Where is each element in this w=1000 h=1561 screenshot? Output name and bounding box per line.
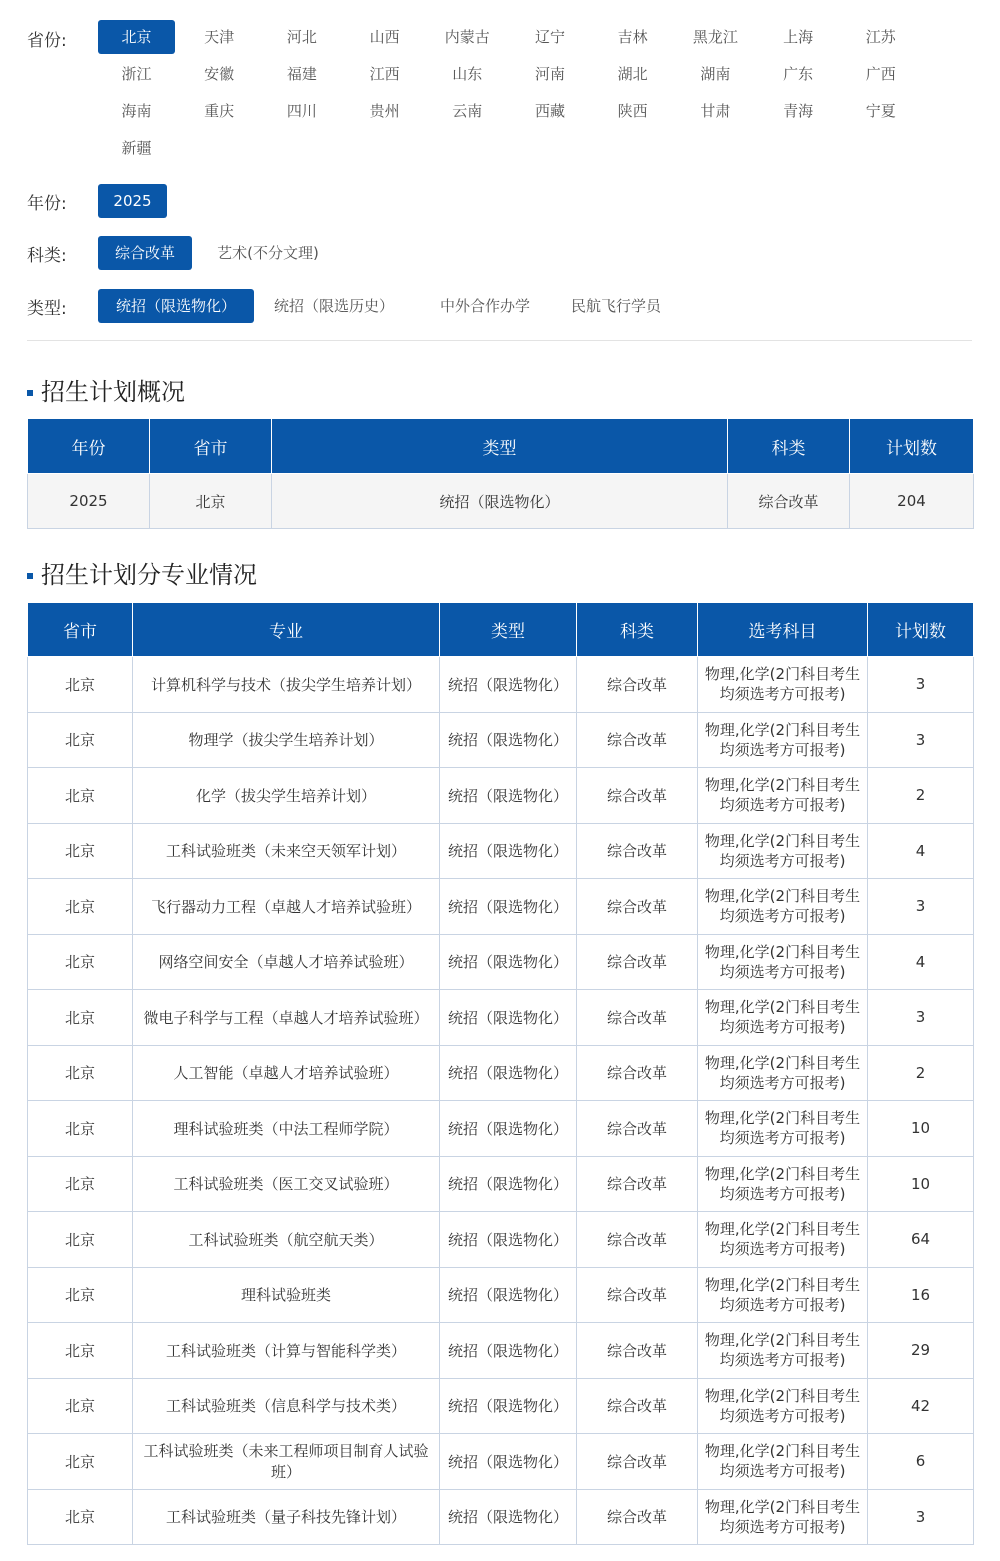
province-option[interactable]: 新疆	[121, 139, 152, 157]
table-row	[28, 1101, 974, 1157]
province-option[interactable]: 吉林	[617, 28, 648, 46]
year-option[interactable]: 2025	[98, 184, 167, 218]
overview-section-title	[27, 372, 185, 407]
majors-cell: 4	[868, 934, 974, 990]
table-row	[28, 1156, 974, 1212]
majors-cell: 物理,化学(2门科目考生均须选考方可报考)	[698, 657, 868, 713]
overview-cell: 综合改革	[728, 474, 850, 529]
overview-header-cell: 科类	[728, 419, 850, 474]
majors-section-title	[27, 555, 257, 590]
table-row	[28, 1489, 974, 1545]
majors-cell: 64	[868, 1212, 974, 1268]
table-row	[28, 474, 974, 529]
majors-cell: 北京	[28, 823, 133, 879]
province-option[interactable]: 福建	[286, 65, 317, 83]
majors-cell: 统招（限选物化）	[440, 1156, 577, 1212]
majors-title-text: 招生计划分专业情况	[41, 561, 257, 589]
section-marker-icon	[27, 573, 33, 579]
table-row	[28, 990, 974, 1046]
majors-cell: 北京	[28, 1434, 133, 1490]
majors-header-cell: 计划数	[868, 603, 974, 657]
majors-cell: 综合改革	[577, 768, 698, 824]
majors-cell: 3	[868, 712, 974, 768]
table-row	[28, 879, 974, 935]
majors-cell: 物理,化学(2门科目考生均须选考方可报考)	[698, 934, 868, 990]
majors-cell: 综合改革	[577, 990, 698, 1046]
province-option[interactable]: 广东	[783, 65, 814, 83]
majors-cell: 北京	[28, 1489, 133, 1545]
majors-cell: 10	[868, 1156, 974, 1212]
majors-cell: 综合改革	[577, 1323, 698, 1379]
overview-cell: 2025	[28, 474, 150, 529]
majors-cell: 统招（限选物化）	[440, 823, 577, 879]
majors-cell: 统招（限选物化）	[440, 1434, 577, 1490]
table-row	[28, 712, 974, 768]
majors-cell: 飞行器动力工程（卓越人才培养试验班）	[133, 879, 440, 935]
majors-cell: 综合改革	[577, 934, 698, 990]
majors-cell: 综合改革	[577, 1489, 698, 1545]
type-option[interactable]: 统招（限选物化）	[98, 289, 254, 323]
majors-cell: 北京	[28, 1045, 133, 1101]
province-option[interactable]: 河北	[286, 28, 317, 46]
type-option[interactable]: 统招（限选历史）	[273, 297, 394, 315]
majors-cell: 6	[868, 1434, 974, 1490]
majors-cell: 物理,化学(2门科目考生均须选考方可报考)	[698, 1101, 868, 1157]
majors-cell: 综合改革	[577, 712, 698, 768]
majors-cell: 4	[868, 823, 974, 879]
province-option[interactable]: 安徽	[204, 65, 235, 83]
province-option[interactable]: 贵州	[369, 102, 400, 120]
majors-cell: 北京	[28, 657, 133, 713]
province-filter	[0, 20, 1000, 170]
province-option[interactable]: 湖南	[700, 65, 731, 83]
divider	[27, 340, 972, 341]
majors-cell: 3	[868, 657, 974, 713]
table-row	[28, 1378, 974, 1434]
majors-cell: 综合改革	[577, 1045, 698, 1101]
majors-cell: 统招（限选物化）	[440, 768, 577, 824]
province-option[interactable]: 山西	[369, 28, 400, 46]
majors-cell: 统招（限选物化）	[440, 1378, 577, 1434]
majors-cell: 工科试验班类（计算与智能科学类）	[133, 1323, 440, 1379]
majors-cell: 综合改革	[577, 823, 698, 879]
majors-cell: 理科试验班类	[133, 1267, 440, 1323]
majors-cell: 物理,化学(2门科目考生均须选考方可报考)	[698, 879, 868, 935]
table-row	[28, 1045, 974, 1101]
province-option[interactable]: 天津	[204, 28, 235, 46]
majors-cell: 北京	[28, 1267, 133, 1323]
province-option[interactable]: 甘肃	[700, 102, 731, 120]
majors-cell: 物理,化学(2门科目考生均须选考方可报考)	[698, 1489, 868, 1545]
majors-cell: 综合改革	[577, 1378, 698, 1434]
majors-cell: 工科试验班类（未来空天领军计划）	[133, 823, 440, 879]
majors-cell: 物理,化学(2门科目考生均须选考方可报考)	[698, 1323, 868, 1379]
majors-cell: 统招（限选物化）	[440, 879, 577, 935]
province-option[interactable]: 宁夏	[865, 102, 896, 120]
table-row	[28, 1267, 974, 1323]
majors-cell: 10	[868, 1101, 974, 1157]
majors-cell: 工科试验班类（未来工程师项目制育人试验班）	[133, 1434, 440, 1490]
majors-cell: 化学（拔尖学生培养计划）	[133, 768, 440, 824]
majors-cell: 统招（限选物化）	[440, 1267, 577, 1323]
majors-cell: 3	[868, 879, 974, 935]
province-option[interactable]: 内蒙古	[444, 28, 490, 46]
table-row	[28, 1434, 974, 1490]
majors-cell: 统招（限选物化）	[440, 1323, 577, 1379]
overview-title-text: 招生计划概况	[41, 378, 185, 406]
majors-cell: 北京	[28, 712, 133, 768]
province-filter-label: 省份:	[27, 31, 67, 51]
overview-cell: 204	[850, 474, 974, 529]
type-filter-label: 类型:	[27, 299, 67, 319]
province-option[interactable]: 陕西	[617, 102, 648, 120]
overview-table	[27, 418, 974, 529]
majors-cell: 物理,化学(2门科目考生均须选考方可报考)	[698, 1212, 868, 1268]
province-option[interactable]: 上海	[783, 28, 814, 46]
subject-filter	[0, 236, 1000, 270]
majors-cell: 北京	[28, 879, 133, 935]
majors-table	[27, 602, 974, 1545]
majors-cell: 北京	[28, 1323, 133, 1379]
overview-header-cell: 省市	[150, 419, 272, 474]
majors-cell: 物理,化学(2门科目考生均须选考方可报考)	[698, 1378, 868, 1434]
majors-cell: 工科试验班类（量子科技先锋计划）	[133, 1489, 440, 1545]
majors-cell: 北京	[28, 990, 133, 1046]
table-row	[28, 934, 974, 990]
table-row	[28, 1212, 974, 1268]
province-option[interactable]: 黑龙江	[692, 28, 738, 46]
overview-cell: 北京	[150, 474, 272, 529]
majors-cell: 16	[868, 1267, 974, 1323]
province-option[interactable]: 浙江	[121, 65, 152, 83]
majors-cell: 物理,化学(2门科目考生均须选考方可报考)	[698, 768, 868, 824]
majors-cell: 统招（限选物化）	[440, 934, 577, 990]
majors-cell: 综合改革	[577, 1434, 698, 1490]
section-marker-icon	[27, 390, 33, 396]
majors-cell: 计算机科学与技术（拔尖学生培养计划）	[133, 657, 440, 713]
majors-cell: 3	[868, 990, 974, 1046]
majors-cell: 网络空间安全（卓越人才培养试验班）	[133, 934, 440, 990]
majors-cell: 物理,化学(2门科目考生均须选考方可报考)	[698, 1434, 868, 1490]
overview-header-cell: 类型	[272, 419, 728, 474]
subject-filter-label: 科类:	[27, 246, 67, 266]
majors-cell: 统招（限选物化）	[440, 1212, 577, 1268]
type-option[interactable]: 民航飞行学员	[570, 297, 661, 315]
majors-cell: 物理,化学(2门科目考生均须选考方可报考)	[698, 990, 868, 1046]
year-filter	[0, 184, 1000, 218]
majors-cell: 北京	[28, 768, 133, 824]
province-option[interactable]: 辽宁	[534, 28, 565, 46]
majors-cell: 统招（限选物化）	[440, 1101, 577, 1157]
majors-cell: 2	[868, 1045, 974, 1101]
majors-cell: 统招（限选物化）	[440, 657, 577, 713]
table-row	[28, 768, 974, 824]
type-filter	[0, 289, 1000, 323]
majors-cell: 工科试验班类（信息科学与技术类）	[133, 1378, 440, 1434]
majors-cell: 物理,化学(2门科目考生均须选考方可报考)	[698, 1045, 868, 1101]
majors-header-cell: 科类	[577, 603, 698, 657]
type-option[interactable]: 中外合作办学	[439, 297, 530, 315]
majors-cell: 工科试验班类（医工交叉试验班）	[133, 1156, 440, 1212]
majors-cell: 工科试验班类（航空航天类）	[133, 1212, 440, 1268]
overview-header-cell: 计划数	[850, 419, 974, 474]
majors-cell: 综合改革	[577, 1267, 698, 1323]
majors-cell: 统招（限选物化）	[440, 1489, 577, 1545]
province-option[interactable]: 重庆	[204, 102, 235, 120]
majors-cell: 综合改革	[577, 879, 698, 935]
majors-cell: 3	[868, 1489, 974, 1545]
majors-cell: 人工智能（卓越人才培养试验班）	[133, 1045, 440, 1101]
majors-cell: 物理,化学(2门科目考生均须选考方可报考)	[698, 1267, 868, 1323]
majors-cell: 统招（限选物化）	[440, 1045, 577, 1101]
majors-header-cell: 省市	[28, 603, 133, 657]
majors-cell: 北京	[28, 1156, 133, 1212]
province-option[interactable]: 北京	[98, 20, 175, 54]
majors-cell: 综合改革	[577, 1212, 698, 1268]
majors-cell: 物理,化学(2门科目考生均须选考方可报考)	[698, 1156, 868, 1212]
majors-header-cell: 类型	[440, 603, 577, 657]
table-row	[28, 1323, 974, 1379]
majors-cell: 北京	[28, 1212, 133, 1268]
province-option[interactable]: 云南	[452, 102, 483, 120]
overview-cell: 统招（限选物化）	[272, 474, 728, 529]
table-row	[28, 657, 974, 713]
subject-option[interactable]: 综合改革	[98, 236, 192, 270]
majors-header-cell: 选考科目	[698, 603, 868, 657]
year-filter-label: 年份:	[27, 194, 67, 214]
table-row	[28, 823, 974, 879]
majors-cell: 微电子科学与工程（卓越人才培养试验班）	[133, 990, 440, 1046]
majors-cell: 综合改革	[577, 1101, 698, 1157]
subject-option[interactable]: 艺术(不分文理)	[217, 244, 319, 262]
province-option[interactable]: 湖北	[617, 65, 648, 83]
province-option[interactable]: 江西	[369, 65, 400, 83]
majors-cell: 物理,化学(2门科目考生均须选考方可报考)	[698, 823, 868, 879]
majors-cell: 物理学（拔尖学生培养计划）	[133, 712, 440, 768]
majors-header-cell: 专业	[133, 603, 440, 657]
majors-cell: 统招（限选物化）	[440, 712, 577, 768]
province-option[interactable]: 四川	[286, 102, 317, 120]
province-option[interactable]: 青海	[783, 102, 814, 120]
majors-cell: 北京	[28, 1101, 133, 1157]
majors-cell: 物理,化学(2门科目考生均须选考方可报考)	[698, 712, 868, 768]
majors-cell: 统招（限选物化）	[440, 990, 577, 1046]
province-option[interactable]: 海南	[121, 102, 152, 120]
province-option[interactable]: 江苏	[865, 28, 896, 46]
majors-cell: 42	[868, 1378, 974, 1434]
majors-cell: 2	[868, 768, 974, 824]
majors-cell: 理科试验班类（中法工程师学院）	[133, 1101, 440, 1157]
province-option[interactable]: 山东	[452, 65, 483, 83]
majors-cell: 综合改革	[577, 657, 698, 713]
majors-cell: 北京	[28, 1378, 133, 1434]
province-option[interactable]: 广西	[865, 65, 896, 83]
province-option[interactable]: 河南	[534, 65, 565, 83]
overview-header-cell: 年份	[28, 419, 150, 474]
majors-cell: 29	[868, 1323, 974, 1379]
majors-cell: 综合改革	[577, 1156, 698, 1212]
majors-cell: 北京	[28, 934, 133, 990]
province-option[interactable]: 西藏	[534, 102, 565, 120]
